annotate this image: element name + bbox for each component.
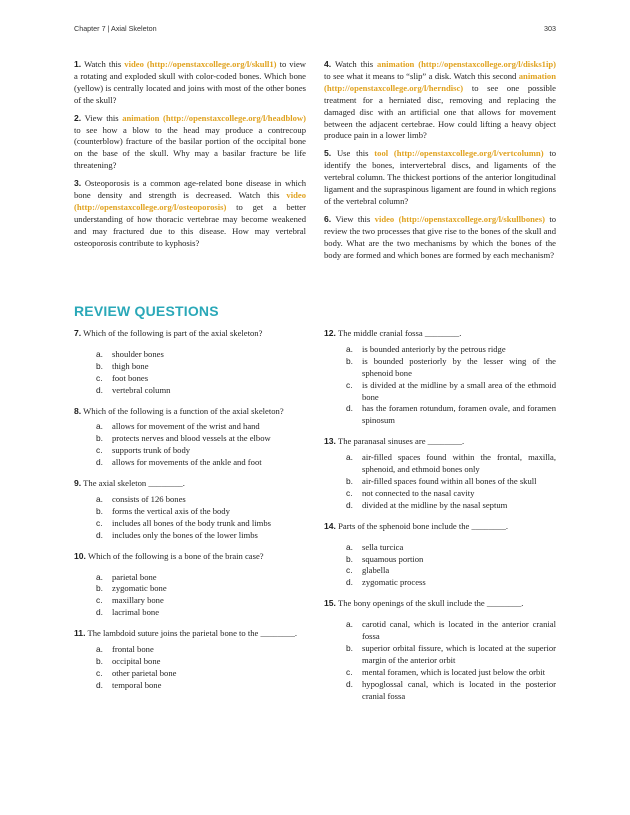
answer-option[interactable]: b. superior orbital fissure, which is located at the superior margin of the anterior orbit xyxy=(346,642,556,665)
animation-link-diskslip[interactable]: animation (http://openstaxcollege.org/l/disks1ip) xyxy=(377,59,556,69)
answer-option[interactable]: c. is divided at the midline by a small area of the ethmoid bone xyxy=(346,379,556,402)
interactive-question-4: 4. Watch this animation (http://openstaxcollege.org/l/disks1ip) to see what it means to “slip” a disk. Watch this second animation (http://openstaxcollege.org/l/herndisc) to see one possible treatment for a herniated disc, removing and replacing the damaged disc with an artificial one that allows for movement between the adjacent certebrae. How could lifting a heavy object produce pain in a lower limb? xyxy=(324,59,556,141)
answer-option[interactable]: a. is bounded anteriorly by the petrous ridge xyxy=(346,343,506,354)
question-7: 7. Which of the following is part of the axial skeleton? a. shoulder bones b. thigh bone c. foot bones d. vertebral column xyxy=(74,328,306,397)
answer-option[interactable]: a. consists of 126 bones xyxy=(96,493,186,504)
question-10: 10. Which of the following is a bone of the brain case? a. parietal bone b. zygomatic bone c. maxillary bone d. lacrimal bone xyxy=(74,551,306,620)
answer-option[interactable]: b. zygomatic bone xyxy=(96,583,167,594)
question-14: 14. Parts of the sphenoid bone include the ________. a. sella turcica b. squamous portion c. glabella d. zygomatic process xyxy=(324,521,556,590)
answer-option[interactable]: a. carotid canal, which is located in the anterior cranial fossa xyxy=(346,619,556,642)
interactive-question-2: 2. View this animation (http://openstaxcollege.org/l/headblow) to see how a blow to the head may produce a contrecoup (counterblow) fracture of the basilar portion of the occipital bone on the base of the skull. Why may a basilar fracture be life threatening? xyxy=(74,112,306,171)
video-link-skullbones[interactable]: video (http://openstaxcollege.org/l/skullbones) xyxy=(374,213,545,224)
answer-options xyxy=(324,619,556,702)
answer-option[interactable]: a. frontal bone xyxy=(96,644,154,655)
animation-link-headblow[interactable]: animation (http://openstaxcollege.org/l/headblow) xyxy=(122,112,306,123)
answer-options xyxy=(74,644,306,692)
question-11: 11. The lambdoid suture joins the parietal bone to the ________. a. frontal bone b. occipital bone c. other parietal bone d. temporal bone xyxy=(74,628,306,692)
video-link-osteoporosis[interactable]: video (http://openstaxcollege.org/l/osteoporosis) xyxy=(74,190,306,212)
answer-option[interactable]: b. squamous portion xyxy=(346,553,424,564)
tool-link-vertcolumn[interactable]: tool (http://openstaxcollege.org/l/vertcolumn) xyxy=(374,148,544,159)
review-questions-right xyxy=(324,328,556,711)
answer-option[interactable]: d. includes only the bones of the lower limbs xyxy=(96,529,258,540)
answer-option[interactable]: c. foot bones xyxy=(96,372,149,383)
answer-option[interactable]: d. hypoglossal canal, which is located in the posterior cranial fossa xyxy=(346,678,556,701)
answer-options xyxy=(74,572,306,620)
question-12: 12. The middle cranial fossa ________. a. is bounded anteriorly by the petrous ridge b. is bounded posteriorly by the lesser wing of the sphenoid bone c. is divided at the midline by a small area of the ethmoid bone d. has the foramen rotundum, foramen ovale, and foramen spinosum xyxy=(324,328,556,426)
page-number: 303 xyxy=(544,24,556,33)
answer-option[interactable]: c. mental foramen, which is located just below the orbit xyxy=(346,666,546,677)
answer-option[interactable]: c. includes all bones of the body trunk and limbs xyxy=(96,517,271,528)
interactive-questions-left xyxy=(74,59,306,256)
question-13: 13. The paranasal sinuses are ________. a. air-filled spaces found within the frontal, maxilla, sphenoid, and ethmoid bones only b. air-filled spaces found within all bones of the skull c. not connected to the nasal cavity d. divided at the midline by the nasal septum xyxy=(324,436,556,510)
answer-option[interactable]: d. zygomatic process xyxy=(346,577,426,588)
answer-option[interactable]: a. air-filled spaces found within the frontal, maxilla, sphenoid, and ethmoid bones only xyxy=(346,452,556,475)
answer-option[interactable]: b. forms the vertical axis of the body xyxy=(96,505,230,516)
question-8: 8. Which of the following is a function of the axial skeleton? a. allows for movement of the wrist and hand b. protects nerves and blood vessels at the elbow c. supports trunk of body d. allows for movements of the ankle and foot xyxy=(74,406,306,470)
answer-option[interactable]: a. parietal bone xyxy=(96,571,157,582)
answer-option[interactable]: a. sella turcica xyxy=(346,541,404,552)
answer-option[interactable]: d. has the foramen rotundum, foramen ovale, and foramen spinosum xyxy=(346,403,556,426)
question-15: 15. The bony openings of the skull include the ________. a. carotid canal, which is located in the anterior cranial fossa b. superior orbital fissure, which is located at the superior margin of the anterior orbit c. mental foramen, which is located just below the orbit d. hypoglossal canal, which is located in the posterior cranial fossa xyxy=(324,598,556,701)
answer-option[interactable]: b. occipital bone xyxy=(96,655,161,666)
answer-option[interactable]: b. thigh bone xyxy=(96,360,149,371)
answer-option[interactable]: d. lacrimal bone xyxy=(96,607,160,618)
answer-option[interactable]: c. maxillary bone xyxy=(96,595,164,606)
interactive-question-1: 1. Watch this video (http://openstaxcollege.org/l/skull1) to view a rotating and exploded skull with color-coded bones. Which bone (yellow) is centrally located and joins with most of the other bones of the skull? xyxy=(74,59,307,105)
answer-options xyxy=(74,349,306,397)
answer-option[interactable]: c. glabella xyxy=(346,565,390,576)
answer-options xyxy=(324,542,556,590)
answer-option[interactable]: b. is bounded posteriorly by the lesser wing of the sphenoid bone xyxy=(346,355,556,378)
answer-option[interactable]: d. divided at the midline by the nasal septum xyxy=(346,499,508,510)
answer-option[interactable]: d. allows for movements of the ankle and foot xyxy=(96,457,262,468)
video-link-skull1[interactable]: video (http://openstaxcollege.org/l/skull1) xyxy=(124,59,277,69)
answer-option[interactable]: c. other parietal bone xyxy=(96,667,177,678)
running-header-chapter: Chapter 7 | Axial Skeleton xyxy=(74,24,157,33)
interactive-question-3: 3. Osteoporosis is a common age-related bone disease in which bone density and strength is decreased. Watch this video (http://openstaxcollege.org/l/osteoporosis) to get a better understanding of how thoracic vertebrae may become weakened and may fractured due to this disease. How may vertebral osteoporosis contribute to kyphosis? xyxy=(74,178,306,248)
question-9: 9. The axial skeleton ________. a. consists of 126 bones b. forms the vertical axis of the body c. includes all bones of the body trunk and limbs d. includes only the bones of the lower limbs xyxy=(74,478,306,542)
review-questions-heading: REVIEW QUESTIONS xyxy=(74,303,219,319)
interactive-question-6: 6. View this video (http://openstaxcollege.org/l/skullbones) to review the two processes that give rise to the bones of the skull and body. What are the two mechanisms by which the bones of the body are formed and which bones are formed by each mechanism? xyxy=(324,213,556,260)
interactive-question-5: 5. Use this tool (http://openstaxcollege.org/l/vertcolumn) to identify the bones, intervertebral discs, and ligaments of the vertebral column. The thickest portions of the anterior longitudinal ligament and the supraspinous ligament are found in which regions of the vertebral column? xyxy=(324,148,557,206)
answer-option[interactable]: a. allows for movement of the wrist and hand xyxy=(96,421,260,432)
answer-option[interactable]: b. protects nerves and blood vessels at the elbow xyxy=(96,433,271,444)
answer-options xyxy=(74,494,306,542)
interactive-questions-right xyxy=(324,59,556,268)
answer-option[interactable]: d. temporal bone xyxy=(96,679,162,690)
review-questions-left xyxy=(74,328,306,701)
answer-option[interactable]: b. air-filled spaces found within all bones of the skull xyxy=(346,475,537,486)
animation-link-herndisc[interactable]: animation (http://openstaxcollege.org/l/herndisc) xyxy=(324,70,556,93)
answer-option[interactable]: c. not connected to the nasal cavity xyxy=(346,487,475,498)
answer-option[interactable]: a. shoulder bones xyxy=(96,348,164,359)
answer-options xyxy=(324,344,556,427)
answer-options xyxy=(324,452,556,512)
answer-option[interactable]: d. vertebral column xyxy=(96,384,171,395)
answer-options xyxy=(74,421,306,469)
answer-option[interactable]: c. supports trunk of body xyxy=(96,445,191,456)
